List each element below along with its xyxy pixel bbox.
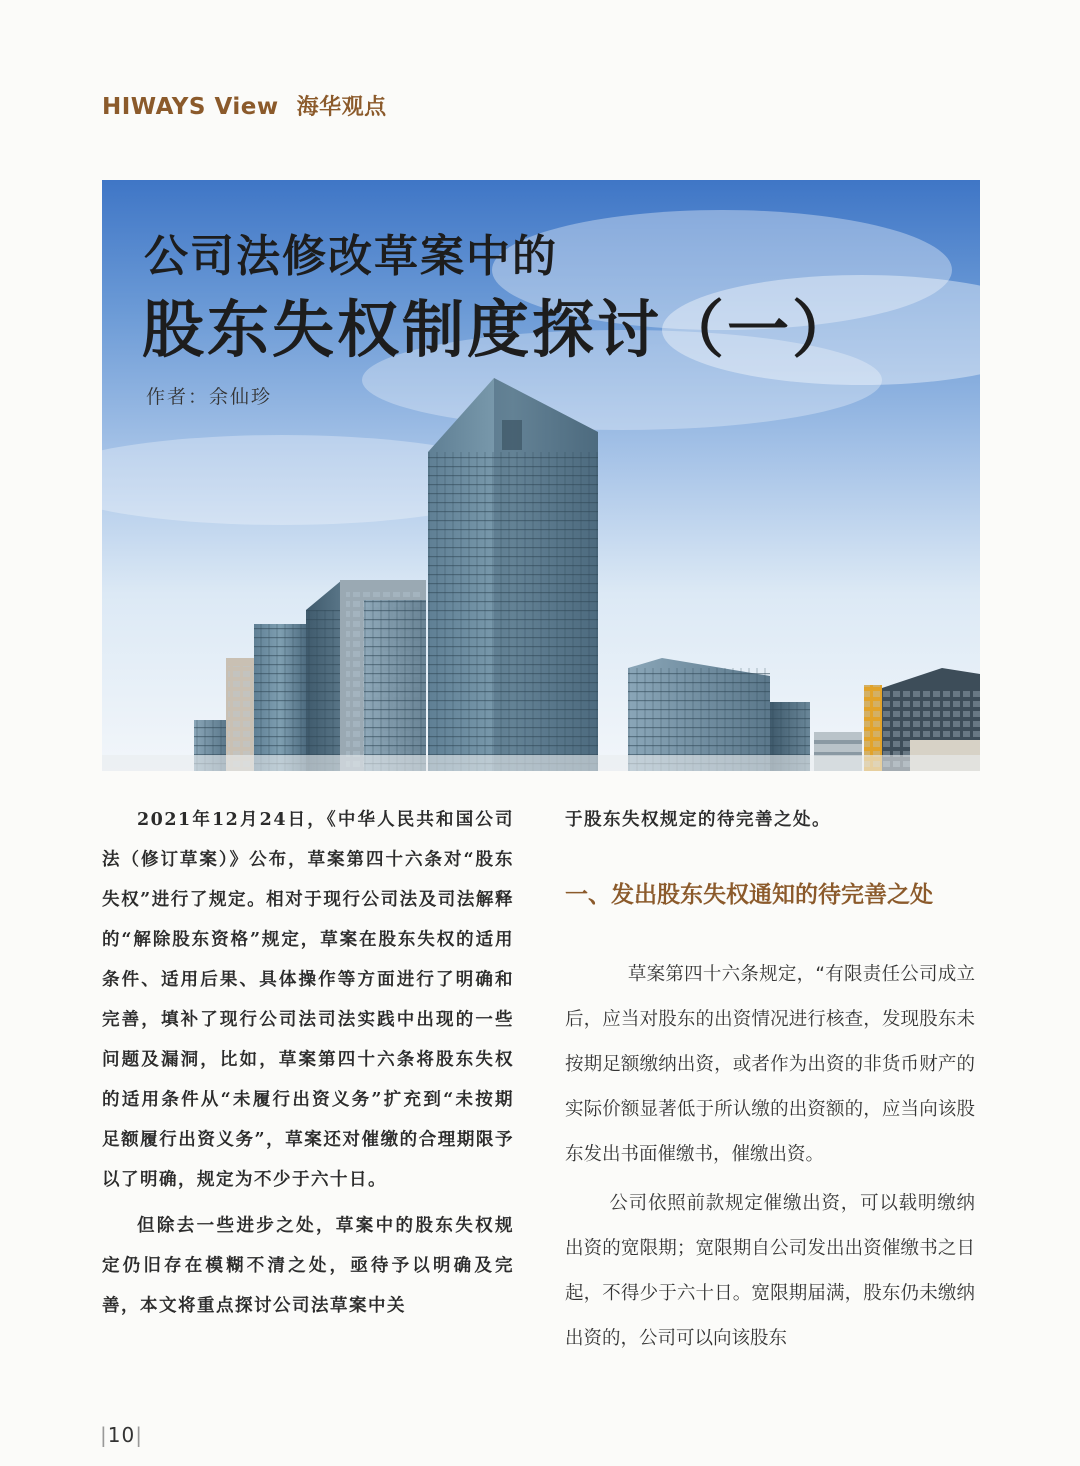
article-title-line1: 公司法修改草案中的 <box>144 231 558 282</box>
right-paragraph-2: 公司依照前款规定催缴出资，可以载明缴纳出资的宽限期；宽限期自公司发出出资催缴书之日起，不得少于六十日。宽限期届满，股东仍未缴纳出资的，公司可以向该股东 <box>565 1193 975 1349</box>
page-bar-right: | <box>135 1423 143 1447</box>
article-title-line2: 股东失权制度探讨（一） <box>142 293 858 366</box>
left-text-column <box>102 800 514 1332</box>
right-paragraph-1: 草案第四十六条规定，“有限责任公司成立后，应当对股东的出资情况进行核查，发现股东未按期足额缴纳出资，或者作为出资的非货币财产的实际价额显著低于所认缴的出资额的，应当向该股东发出书面催缴书，催缴出资。 <box>565 964 975 1165</box>
page-number <box>100 1423 143 1447</box>
hero-banner <box>102 180 980 771</box>
magazine-header <box>102 90 387 121</box>
left-paragraph-1: 2021年12月24日，《中华人民共和国公司法（修订草案）》公布，草案第四十六条对“股东失权”进行了规定。相对于现行公司法及司法解释的“解除股东资格”规定，草案在股东失权的适用条件、适用后果、具体操作等方面进行了明确和完善，填补了现行公司法司法实践中出现的一些问题及漏洞，比如，草案第四十六条将股东失权的适用条件从“未履行出资义务”扩充到“未按期足额履行出资义务”，草案还对催缴的合理期限予以了明确，规定为不少于六十日。 <box>102 810 514 1190</box>
author-byline: 作者：余仙珍 <box>146 386 273 408</box>
section-heading: 一、发出股东失权通知的待完善之处 <box>565 882 933 908</box>
page-number-value: 10 <box>107 1423 136 1447</box>
section-label: 海华观点 <box>296 95 387 120</box>
page-bar-left: | <box>100 1423 108 1447</box>
right-text-column <box>565 800 975 1365</box>
right-continuation: 于股东失权规定的待完善之处。 <box>565 810 831 830</box>
brand-label: HIWAYS View <box>102 94 279 120</box>
left-paragraph-2: 但除去一些进步之处，草案中的股东失权规定仍旧存在模糊不清之处，亟待予以明确及完善，本文将重点探讨公司法草案中关 <box>102 1216 514 1316</box>
